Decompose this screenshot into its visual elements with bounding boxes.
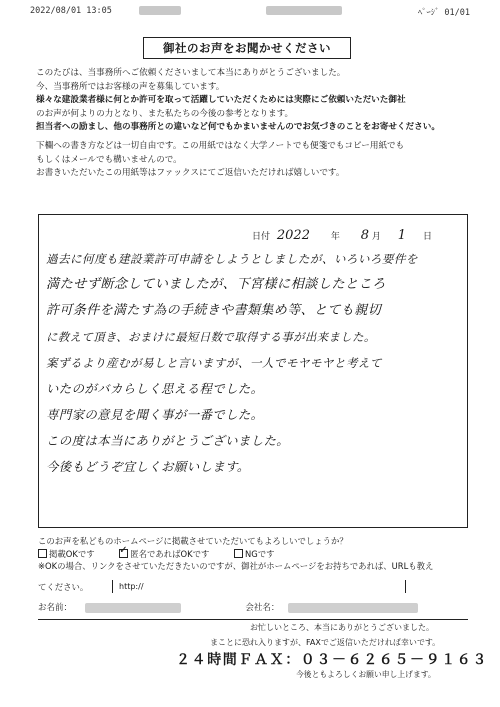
redacted-company xyxy=(288,603,418,613)
intro-line: お書きいただいたこの用紙等はファックスにてご返信いただければ嬉しいです。 xyxy=(36,168,345,179)
intro-line: もしくはメールでも構いませんので。 xyxy=(36,154,182,165)
handwritten-line: 満たせず断念していましたが、下宮様に相談したところ xyxy=(46,277,386,292)
redacted-sender xyxy=(139,6,181,15)
handwritten-line: に教えて頂き、おまけに最短日数で取得する事が出来ました。 xyxy=(46,330,376,344)
consent-section xyxy=(38,535,478,573)
date-month: 8 xyxy=(360,228,370,243)
date-month-unit: 月 xyxy=(371,232,381,242)
intro-line: 様々な建設業者様に何とか許可を取って活躍していただくためには実際にご依頼いただいた御社 xyxy=(36,95,406,106)
handwritten-line: 案ずるより産むが易しと言いますが、一人でモヤモヤと考えて xyxy=(46,356,382,370)
handwritten-line: 過去に何度も建設業許可申請をしようとしましたが、いろいろ要件を xyxy=(46,252,418,266)
name-row xyxy=(38,601,468,620)
checkbox-anonymous-ok[interactable] xyxy=(119,549,128,558)
option-publish-ok: 掲載OKです xyxy=(49,548,95,559)
fax-request: まことに恐れ入りますが、FAXでご返信いただければ幸いです。 xyxy=(210,638,441,647)
date-label: 日付 xyxy=(252,232,271,242)
date-day: 1 xyxy=(397,228,407,243)
name-label: お名前： xyxy=(38,603,73,613)
handwritten-line: この度は本当にありがとうございました。 xyxy=(46,433,290,448)
handwritten-line: 専門家の意見を聞く事が一番でした。 xyxy=(46,407,264,422)
option-ng: NGです xyxy=(245,548,275,559)
date-year-unit: 年 xyxy=(330,232,340,242)
handwritten-line: 許可条件を満たす為の手続きや書類集め等、とても親切 xyxy=(46,303,382,318)
fax-page-number: ﾍﾟｰｼﾞ 01/01 xyxy=(418,8,470,18)
fax-number: ２４時間ＦＡＸ：０３－６２６５－９１６３ xyxy=(176,652,488,668)
redacted-number xyxy=(266,6,342,15)
page-title: 御社のお声をお聞かせください xyxy=(143,37,351,59)
date-day-unit: 日 xyxy=(422,232,432,242)
intro-line: このたびは、当事務所へご依頼くださいまして本当にありがとうございました。 xyxy=(36,68,346,78)
intro-line: のお声が何よりの力となり、また私たちの今後の参考となります。 xyxy=(36,108,294,119)
consent-note-cont: てください。 xyxy=(38,582,89,592)
intro-line: 担当者への励まし、他の事務所との違いなど何でもかまいませんのでお気づきのことをお寄せください。 xyxy=(36,122,440,133)
company-label: 会社名： xyxy=(245,603,280,613)
url-prefix: http:// xyxy=(119,582,144,591)
handwritten-line: 今後もどうぞ宜しくお願いします。 xyxy=(46,459,250,474)
handwritten-line: いたのがバカらしく思える程でした。 xyxy=(46,381,264,396)
checkbox-ng[interactable] xyxy=(234,549,243,558)
consent-question: このお声を私どものホームページに掲載させていただいてもよろしいでしょうか？ xyxy=(38,536,348,546)
intro-line: 今、当事務所ではお客様の声を募集しています。 xyxy=(36,81,225,92)
fax-header xyxy=(30,6,470,20)
fax-datetime: 2022/08/01 13:05 xyxy=(30,6,112,16)
consent-note: ※OKの場合、リンクをさせていただきたいのですが、御社がホームページをお持ちであれば、URLも教え xyxy=(38,561,434,571)
closing-line: 今後ともよろしくお願い申し上げます。 xyxy=(296,670,436,679)
intro-line: 下欄への書き方などは一切自由です。この用紙ではなく大学ノートでも便箋でもコピー用紙でも xyxy=(36,140,405,151)
thanks-note: お忙しいところ、本当にありがとうございました。 xyxy=(250,623,434,632)
date-line xyxy=(252,228,452,243)
url-field[interactable] xyxy=(112,580,406,593)
consent-options xyxy=(38,548,478,561)
checkbox-publish-ok[interactable] xyxy=(38,549,47,558)
date-year: 2022 xyxy=(276,228,310,243)
option-anonymous-ok: 匿名であればOKです xyxy=(130,548,210,559)
redacted-name xyxy=(85,603,181,613)
intro-text xyxy=(36,67,476,181)
handwritten-testimonial xyxy=(46,246,458,480)
